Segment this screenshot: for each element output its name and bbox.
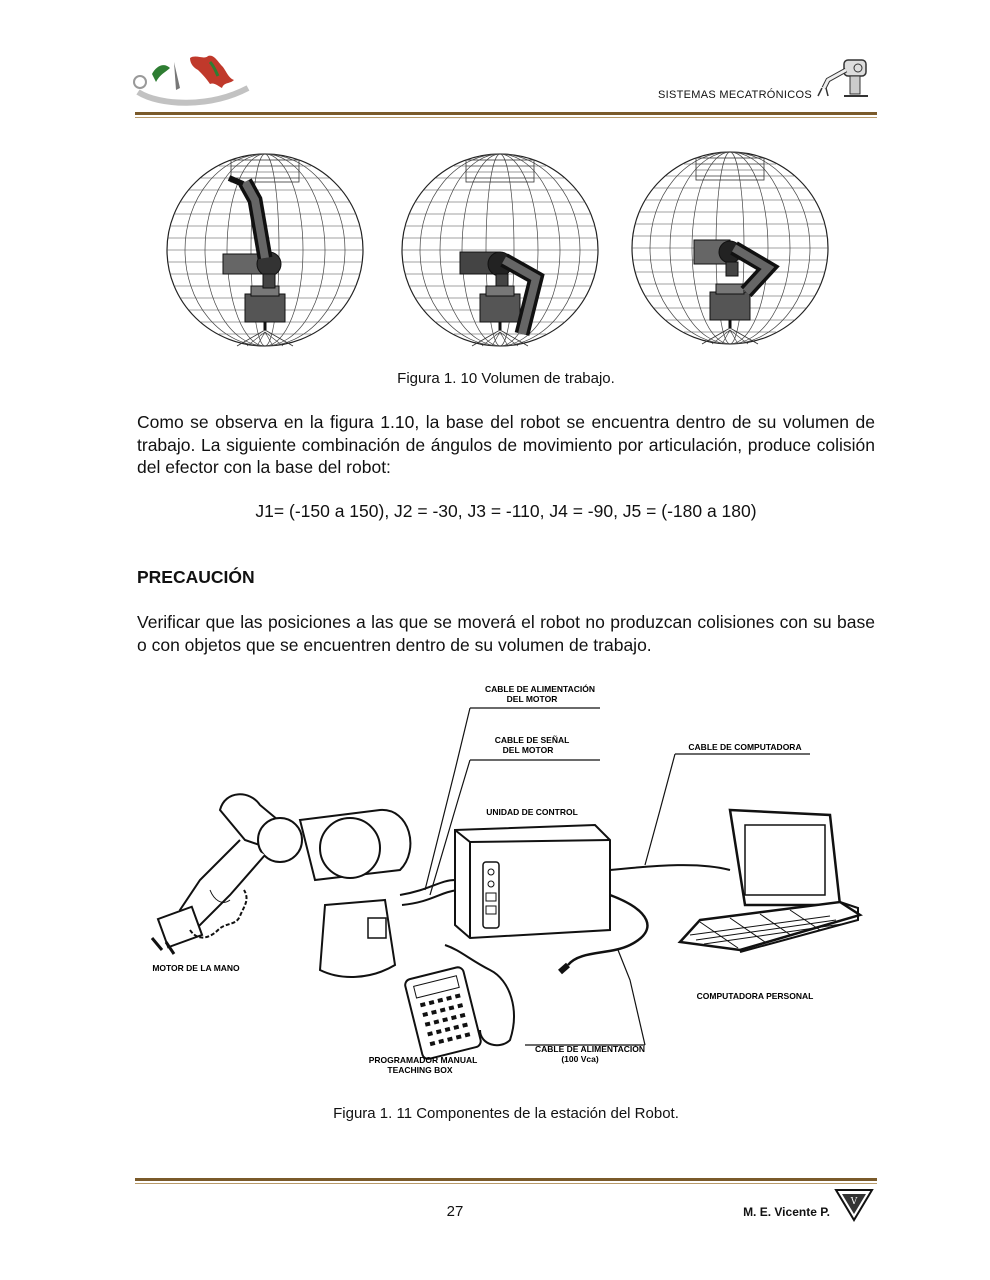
label-control-unit: UNIDAD DE CONTROL [486,807,578,817]
precaution-text: Verificar que las posiciones a las que se moverá el robot no produzcan colisiones con su base o con objetos que se encuentren dentro de su volumen de trabajo. [137,612,875,655]
robot-arm-illustration [152,794,410,977]
footer-rule [135,1178,877,1181]
label-teach-1: PROGRAMADOR MANUAL [368,1055,478,1065]
label-personal-computer: COMPUTADORA PERSONAL [696,991,814,1001]
figure-1-11-caption: Figura 1. 11 Componentes de la estación del Robot. [333,1105,679,1122]
figure-1-11 [140,680,870,1080]
label-computer-cable: CABLE DE COMPUTADORA [688,742,802,752]
precaution-heading: PRECAUCIÓN [137,567,255,587]
footer-rule-thin [135,1183,877,1184]
laptop-illustration [680,810,860,952]
label-teach-2: TEACHING BOX [387,1065,453,1075]
page-number: 27 [446,1203,464,1220]
joint-angles-formula: J1= (-150 a 150), J2 = -30, J3 = -110, J4 = -90, J5 = (-180 a 180) [255,501,757,521]
header-logo-left [130,48,255,110]
figure-1-10-caption: Figura 1. 10 Volumen de trabajo. [397,370,615,387]
label-hand-motor: MOTOR DE LA MANO [152,963,240,973]
teaching-box-illustration [404,966,482,1060]
author-name: M. E. Vicente P. [743,1205,830,1219]
label-motor-power-1: CABLE DE ALIMENTACIÓN [484,684,596,694]
svg-text:V: V [850,1197,858,1207]
author-logo-icon [834,1188,874,1222]
label-motor-signal-1: CABLE DE SEÑAL [494,735,570,745]
label-motor-power-2: DEL MOTOR [506,694,558,704]
header-rule [135,112,877,115]
paragraph-1: Como se observa en la figura 1.10, la base del robot se encuentra dentro de su volumen de trabajo. La siguiente combinación de ángulos de movimiento por articulación, produce colisión del efector con la base del robot: [137,412,875,477]
figure-1-10 [165,138,845,360]
label-power-1: CABLE DE ALIMENTACIÓN [534,1044,646,1054]
robot-arm-icon [814,56,876,102]
header-title: SISTEMAS MECATRÓNICOS [658,89,812,101]
label-motor-signal-2: DEL MOTOR [502,745,554,755]
control-unit-illustration [455,825,610,938]
label-power-2: (100 Vca) [561,1054,599,1064]
header-rule-thin [135,117,877,118]
